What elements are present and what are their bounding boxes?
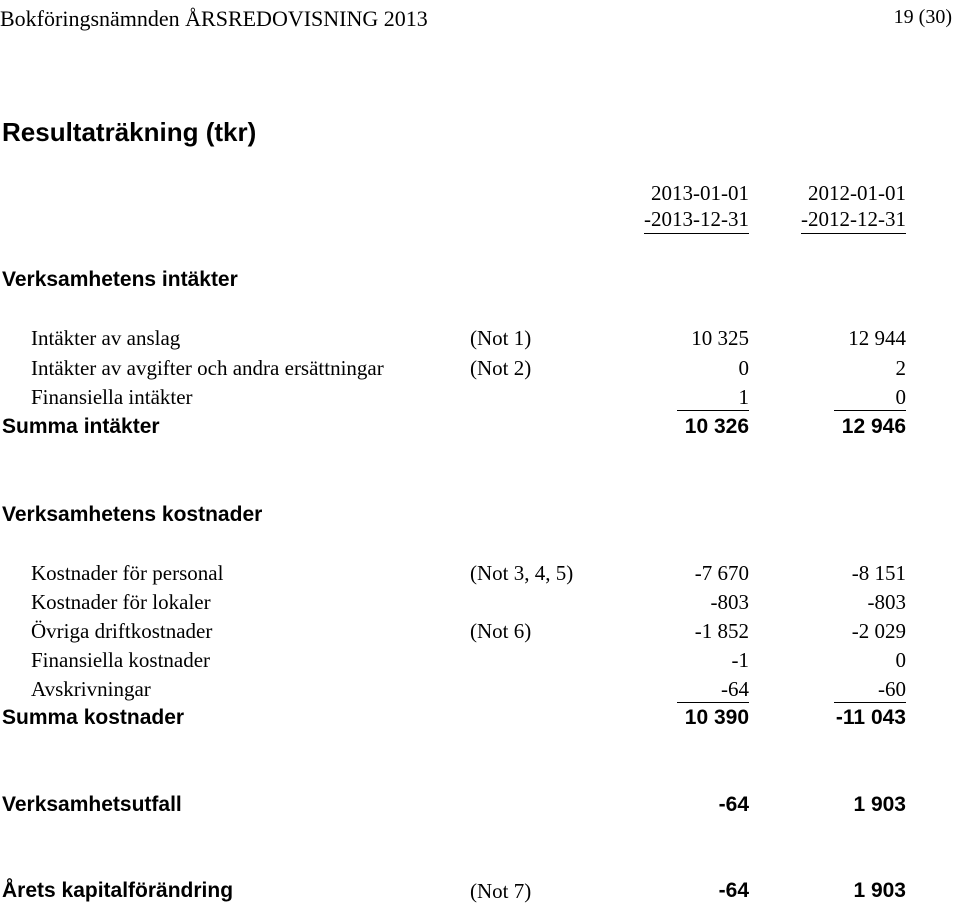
row-value-2013: 10 325: [691, 326, 749, 350]
row-label: Finansiella kostnader: [31, 648, 211, 672]
row-value-2012: -60: [834, 677, 906, 703]
row-label: Övriga driftkostnader: [31, 619, 213, 643]
row-value-2013: 1: [677, 385, 749, 411]
document-title: Bokföringsnämnden ÅRSREDOVISNING 2013: [0, 6, 428, 31]
income-total-row: [0, 415, 960, 441]
outcome-label: Verksamhetsutfall: [2, 793, 182, 816]
row-value-2013: -803: [710, 590, 749, 614]
cost-row: [0, 648, 960, 674]
row-label: Intäkter av anslag: [31, 326, 181, 350]
row-note: (Not 3, 4, 5): [470, 561, 574, 585]
row-note: (Not 2): [470, 356, 532, 380]
row-label: Intäkter av avgifter och andra ersättningar: [31, 356, 384, 380]
total-label: Summa kostnader: [2, 706, 185, 729]
row-value-2012: 0: [834, 385, 906, 411]
outcome-value-2012: 1 903: [853, 793, 906, 816]
capital-change-label: Årets kapitalförändring: [2, 879, 234, 902]
row-value-2012: 2: [895, 356, 906, 380]
total-label: Summa intäkter: [2, 415, 160, 438]
row-label: Finansiella intäkter: [31, 385, 193, 409]
cost-row: [0, 561, 960, 587]
total-value-2013: 10 326: [684, 415, 749, 438]
total-value-2013: 10 390: [684, 706, 749, 729]
income-section-heading: Verksamhetens intäkter: [2, 268, 238, 291]
row-note: (Not 6): [470, 619, 532, 643]
period-2012-start: 2012-01-01: [808, 181, 906, 205]
row-value-2012: 12 944: [848, 326, 906, 350]
row-value-2013: -1: [731, 648, 749, 672]
row-value-2013: 0: [738, 356, 749, 380]
capital-change-value-2013: -64: [718, 879, 749, 902]
period-heading-2013: [644, 180, 749, 234]
row-note: (Not 1): [470, 326, 532, 350]
capital-change-value-2012: 1 903: [853, 879, 906, 902]
cost-row: [0, 619, 960, 645]
costs-total-row: [0, 706, 960, 732]
capital-change-row: [0, 879, 960, 905]
statement-title: Resultaträkning (tkr): [2, 117, 257, 147]
costs-section-heading: Verksamhetens kostnader: [2, 503, 263, 526]
row-value-2013: -7 670: [694, 561, 749, 585]
cost-row: [0, 590, 960, 616]
total-value-2012: 12 946: [841, 415, 906, 438]
row-value-2012: 0: [895, 648, 906, 672]
operating-outcome-row: [0, 793, 960, 819]
period-heading-2012: [801, 180, 906, 234]
row-value-2013: -1 852: [694, 619, 749, 643]
row-value-2013: -64: [677, 677, 749, 703]
page-header: [0, 0, 960, 40]
period-2012-end: -2012-12-31: [801, 206, 906, 234]
row-value-2012: -2 029: [851, 619, 906, 643]
total-value-2012: -11 043: [835, 706, 906, 729]
income-row: [0, 356, 960, 382]
page-number: 19 (30): [893, 6, 952, 28]
row-label: Kostnader för lokaler: [31, 590, 211, 614]
row-label: Kostnader för personal: [31, 561, 224, 585]
outcome-value-2013: -64: [718, 793, 749, 816]
income-row: [0, 326, 960, 352]
period-2013-end: -2013-12-31: [644, 206, 749, 234]
period-2013-start: 2013-01-01: [651, 181, 749, 205]
row-value-2012: -8 151: [851, 561, 906, 585]
row-value-2012: -803: [867, 590, 906, 614]
capital-change-note: (Not 7): [470, 879, 532, 903]
row-label: Avskrivningar: [31, 677, 151, 701]
cost-row: [0, 677, 960, 703]
income-row: [0, 385, 960, 411]
